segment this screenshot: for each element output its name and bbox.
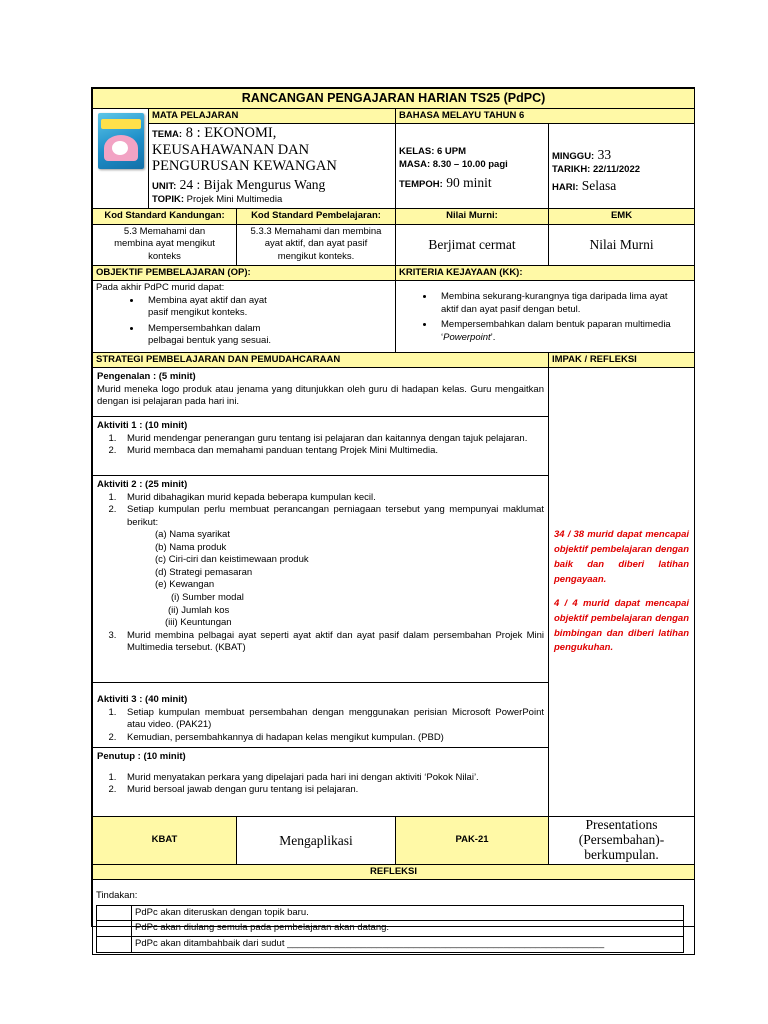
nilai-value: Berjimat cermat (396, 224, 549, 265)
kelas-text: KELAS: 6 UPM (399, 146, 467, 158)
hari-value: Selasa (578, 178, 617, 194)
tindakan-option (97, 905, 684, 921)
tindakan-option-text: PdPc akan diulang semula pada pembelajaran akan datang. (132, 921, 684, 937)
list-item: 1. Setiap kumpulan membuat persembahan dengan menggunakan perisian Microsoft PowerPoint atau video. (PAK21) (119, 707, 544, 732)
hari-label: HARI: (552, 182, 579, 194)
list-item: 1. Murid menyatakan perkara yang dipelajari pada hari ini dengan aktiviti ‘Pokok Nilai’. (119, 772, 544, 785)
aktiviti-2-list (97, 492, 544, 655)
impak-line-1: 34 / 38 murid dapat mencapai objektif pembelajaran dengan baik dan diberi latihan pengayaan. (554, 529, 690, 585)
tindakan-checkbox[interactable] (97, 905, 132, 921)
pak-label: PAK-21 (396, 817, 549, 865)
tema-cell (149, 124, 396, 209)
aktiviti-1-cell (93, 417, 549, 476)
impak-label: IMPAK / REFLEKSI (549, 352, 695, 368)
topik-value: Projek Mini Multimedia (184, 193, 283, 205)
tempoh-value: 90 minit (442, 175, 492, 191)
tindakan-option-text: PdPc akan diteruskan dengan topik baru. (132, 905, 684, 921)
refleksi-cell (93, 880, 695, 955)
subject-name: BAHASA MELAYU TAHUN 6 (396, 108, 695, 124)
sub-item: (b) Nama produk (155, 541, 227, 553)
page-title: RANCANGAN PENGAJARAN HARIAN TS25 (PdPC) (93, 89, 695, 109)
title-row (93, 89, 695, 109)
tindakan-checkbox[interactable] (97, 921, 132, 937)
strategi-header-row (93, 352, 695, 368)
tindakan-label: Tindakan: (96, 890, 138, 902)
sub-item: (d) Strategi pemasaran (155, 566, 253, 578)
aktiviti-2-sublist (127, 529, 544, 592)
tindakan-checkbox[interactable] (97, 937, 132, 953)
aktiviti-2-heading: Aktiviti 2 : (25 minit) (97, 479, 188, 491)
standards-value-row (93, 224, 695, 265)
aktiviti-1-heading: Aktiviti 1 : (10 minit) (97, 420, 188, 432)
masa-text: MASA: 8.30 – 10.00 pagi (399, 158, 508, 170)
strategi-label: STRATEGI PEMBELAJARAN DAN PEMUDAHCARAAN (93, 352, 549, 368)
subject-row (93, 108, 695, 124)
nilai-label: Nilai Murni: (396, 209, 549, 225)
kriteria-cell (396, 281, 695, 353)
emk-value: Nilai Murni (549, 224, 695, 265)
sub-sub-item: (iii) Keuntungan (165, 617, 232, 629)
ksp-value: 5.3.3 Memahami dan membina ayat aktif, dan ayat pasif mengikut konteks. (237, 224, 396, 265)
class-info-cell (396, 124, 549, 209)
lesson-plan-sheet (91, 87, 695, 950)
lesson-plan-table (92, 88, 695, 955)
pengenalan-row (93, 368, 695, 417)
kewangan-sublist (127, 592, 544, 630)
mata-pelajaran-label: MATA PELAJARAN (149, 108, 396, 124)
sub-item: (a) Nama syarikat (155, 529, 230, 541)
ksk-label: Kod Standard Kandungan: (93, 209, 237, 225)
minggu-label: MINGGU: (552, 151, 595, 163)
pengenalan-cell (93, 368, 549, 417)
tindakan-option (97, 937, 684, 953)
aktiviti-1-list (97, 433, 544, 458)
tema-row (93, 124, 695, 209)
objective-row (93, 281, 695, 353)
sub-sub-item: (ii) Jumlah kos (168, 604, 230, 616)
tindakan-options-table (96, 905, 684, 953)
ksp-label: Kod Standard Pembelajaran: (237, 209, 396, 225)
objektif-intro: Pada akhir PdPC murid dapat: (96, 282, 225, 294)
sub-item: (c) Ciri-ciri dan keistimewaan produk (155, 554, 309, 566)
objektif-item: • Membina ayat aktif dan ayat pasif mengikut konteks. (142, 295, 272, 320)
objektif-item: • Mempersembahkan dalam pelbagai bentuk yang sesuai. (142, 323, 272, 348)
objective-header-row (93, 265, 695, 281)
minggu-value: 33 (594, 147, 612, 163)
aktiviti-3-heading: Aktiviti 3 : (40 minit) (97, 694, 188, 706)
refleksi-row (93, 880, 695, 955)
emk-label: EMK (549, 209, 695, 225)
tema-label: TEMA: (152, 129, 183, 141)
sub-item: (e) Kewangan (155, 579, 215, 591)
penutup-cell (93, 748, 549, 817)
tempoh-label: TEMPOH: (399, 179, 443, 191)
refleksi-header-row (93, 864, 695, 880)
objektif-label: OBJEKTIF PEMBELAJARAN (OP): (93, 265, 396, 281)
list-item: 2. Murid bersoal jawab dengan guru tentang isi pelajaran. (119, 784, 544, 797)
objektif-list (96, 295, 392, 348)
pengenalan-heading: Pengenalan : (5 minit) (97, 371, 196, 383)
textbook-cover-image (98, 113, 144, 169)
tema-value: 8 : EKONOMI, KEUSAHAWANAN DAN PENGURUSAN KEWANGAN (152, 125, 337, 175)
objektif-cell (93, 281, 396, 353)
ksk-value: 5.3 Memahami dan membina ayat mengikut konteks (93, 224, 237, 265)
penutup-list (97, 772, 544, 797)
kriteria-list (399, 291, 691, 344)
list-item: 2. Setiap kumpulan perlu membuat perancangan perniagaan tersebut yang mempunyai maklumat berikut: (a) Nama syarikat (b) Nama produk (c) Ciri-ciri dan keistimewaan produk (d) Strategi pemasaran (e) Kewangan (i) Sumber modal (ii) Jumlah kos (iii) Keuntungan (119, 504, 544, 629)
topik-label: TOPIK: (152, 193, 185, 205)
kbat-label: KBAT (93, 817, 237, 865)
unit-value: 24 : Bijak Mengurus Wang (176, 177, 326, 193)
refleksi-label: REFLEKSI (93, 864, 695, 880)
list-item: 2. Kemudian, persembahkannya di hadapan kelas mengikut kumpulan. (PBD) (119, 732, 544, 745)
pengenalan-text: Murid meneka logo produk atau jenama yang ditunjukkan oleh guru di hadapan kelas. Guru mengaitkan dengan isi pelajaran pada hari ini. (97, 383, 544, 408)
impak-cell (549, 368, 695, 817)
date-info-cell (549, 124, 695, 209)
list-item: 1. Murid mendengar penerangan guru tentang isi pelajaran dan kaitannya dengan tajuk pelajaran. (119, 433, 544, 446)
standards-header-row (93, 209, 695, 225)
list-item: 3. Murid membina pelbagai ayat seperti ayat aktif dan ayat pasif dalam persembahan Projek Mini Multimedia tersebut. (KBAT) (119, 630, 544, 655)
list-item: 2. Murid membaca dan memahami panduan tentang Projek Mini Multimedia. (119, 445, 544, 458)
unit-label: UNIT: (152, 181, 177, 193)
kriteria-item: • Membina sekurang-kurangnya tiga daripada lima ayat aktif dan ayat pasif dengan betul. (435, 291, 677, 316)
list-item: 1. Murid dibahagikan murid kepada beberapa kumpulan kecil. (119, 492, 544, 505)
tindakan-option (97, 921, 684, 937)
tindakan-option-text: PdPc akan ditambahbaik dari sudut ____________________________________________________________ (132, 937, 684, 953)
kbat-value: Mengaplikasi (237, 817, 396, 865)
pak-value: Presentations (Persembahan)-berkumpulan. (549, 817, 695, 865)
kriteria-item: • Mempersembahkan dalam bentuk paparan multimedia ‘Powerpoint’. (435, 319, 677, 344)
aktiviti-3-cell (93, 683, 549, 748)
book-cover-cell (93, 108, 149, 209)
tarikh-text: TARIKH: 22/11/2022 (552, 163, 641, 175)
kriteria-label: KRITERIA KEJAYAAN (KK): (396, 265, 695, 281)
aktiviti-2-cell (93, 476, 549, 683)
aktiviti-3-list (97, 707, 544, 745)
impak-line-2: 4 / 4 murid dapat mencapai objektif pembelajaran dengan bimbingan dan diberi latihan pengukuhan. (554, 598, 690, 654)
kbat-row (93, 817, 695, 865)
penutup-heading: Penutup : (10 minit) (97, 751, 186, 763)
sub-sub-item: (i) Sumber modal (171, 592, 244, 604)
